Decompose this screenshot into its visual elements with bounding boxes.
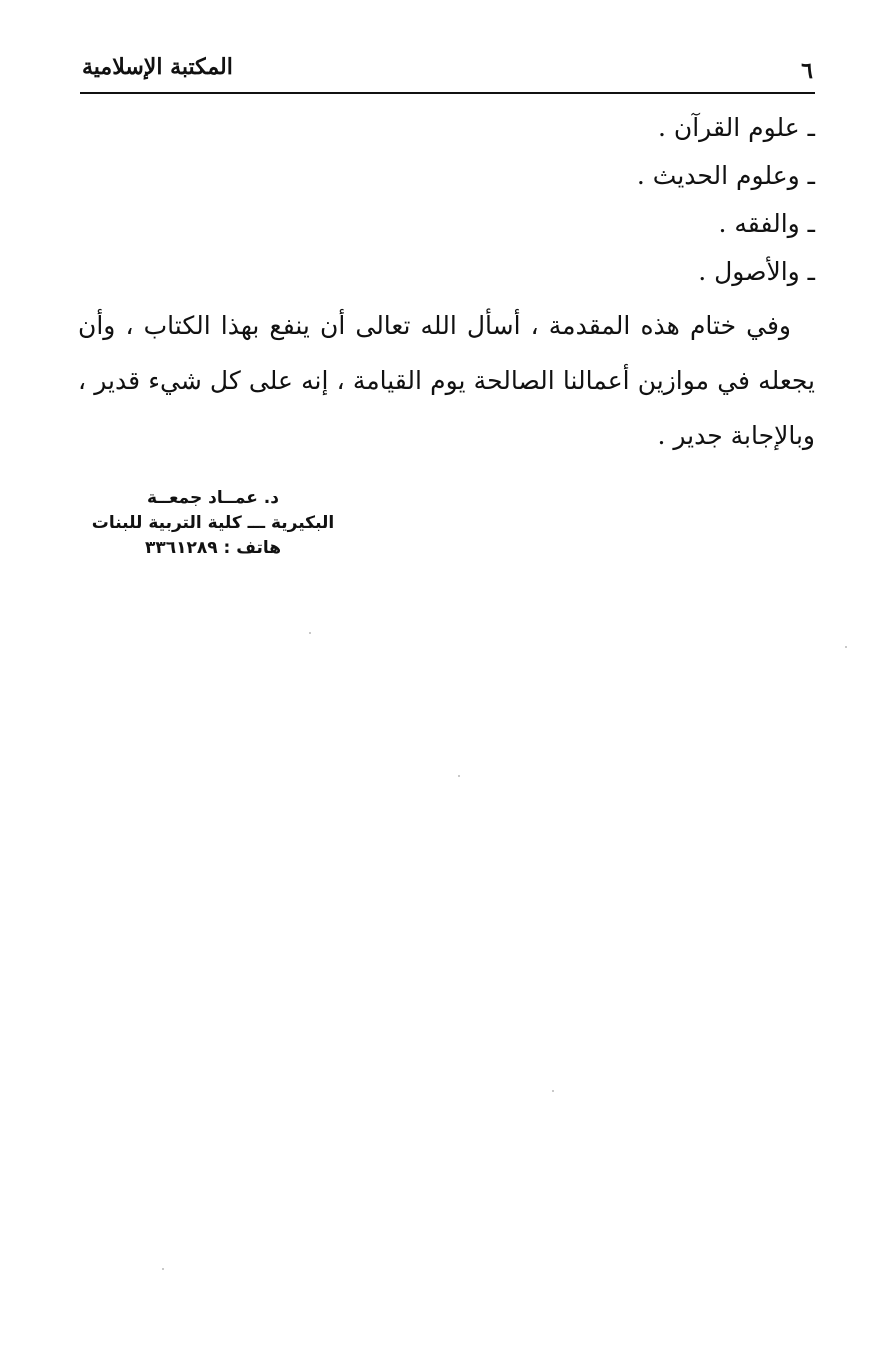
running-title: المكتبة الإسلامية — [82, 54, 233, 80]
signature-block — [88, 486, 338, 561]
scan-speck — [162, 1268, 164, 1270]
list-item: ـ وعلوم الحديث . — [636, 161, 815, 190]
closing-paragraph: وفي ختام هذه المقدمة ، أسأل الله تعالى أن ينفع بهذا الكتاب ، وأن يجعله في موازين أعمالنا الصالحة يوم القيامة ، إنه على كل شيء قدير ، وبالإجابة جدير . — [78, 311, 815, 450]
list-item: ـ علوم القرآن . — [657, 113, 815, 142]
author-phone: هاتف : ٣٣٦١٢٨٩ — [144, 538, 282, 558]
list-item: ـ والفقه . — [718, 209, 815, 238]
page-header — [80, 52, 815, 94]
author-affiliation: البكيرية ـــ كلية التربية للبنات — [91, 513, 335, 533]
scan-speck — [309, 632, 311, 634]
page-number: ٦ — [801, 58, 813, 84]
scan-speck — [845, 646, 847, 648]
list-item: ـ والأصول . — [698, 257, 815, 286]
scan-speck — [458, 775, 460, 777]
author-name: د. عمــاد جمعــة — [147, 488, 279, 508]
scan-speck — [552, 1090, 554, 1092]
topics-list — [115, 108, 815, 300]
